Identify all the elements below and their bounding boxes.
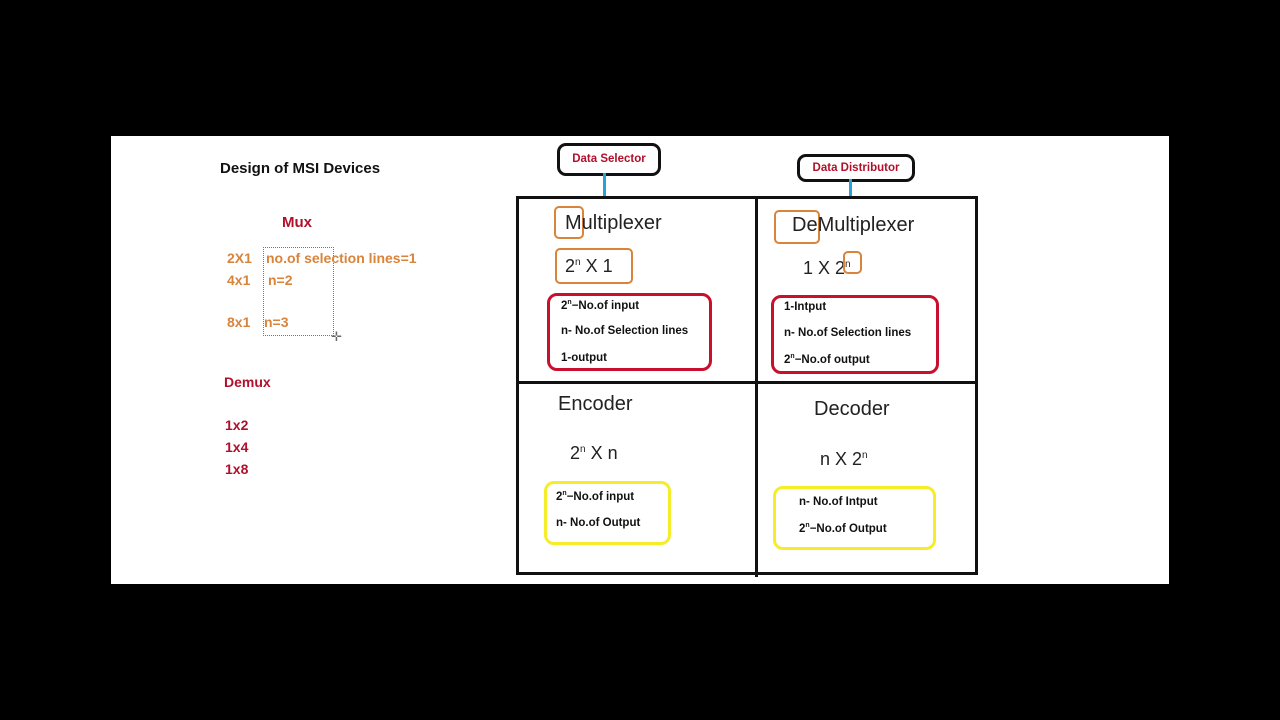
demux-label: Demux [224, 374, 271, 390]
note-item: $2^n-No.of$ input [556, 490, 635, 503]
multiplexer-size: 2$^n$ X 1 [565, 256, 613, 276]
page-title: Design of MSI Devices [220, 160, 381, 177]
note-item: n- No.of Selection lines [561, 325, 689, 337]
demux-row: 1x4 [225, 439, 249, 455]
note-item: 1-Intput [784, 301, 827, 313]
mux-row-size: 2X1 [227, 250, 252, 266]
note-item: 1-output [561, 352, 607, 364]
grid-line [516, 572, 978, 575]
grid-line [516, 196, 519, 575]
encoder-title: Encoder [558, 393, 633, 415]
encoder-size: 2$^n$ X n [570, 443, 618, 463]
highlight-box [843, 251, 862, 274]
grid-line [516, 196, 978, 199]
mux-row-size: 8x1 [227, 314, 251, 330]
demux-row: 1x8 [225, 461, 249, 477]
note-item: n- No.of Selection lines [784, 327, 912, 339]
demux-row: 1x2 [225, 417, 249, 433]
decoder-size: n X 2$^n$ [820, 449, 868, 469]
note-item: n- No.of Intput [799, 496, 878, 508]
demultiplexer-size: 1 X 2$^n$ [803, 258, 851, 278]
note-item: $2^n-No.of$ output [784, 353, 870, 366]
demultiplexer-title: DeMultiplexer [792, 214, 915, 236]
multiplexer-title: Multiplexer [565, 212, 662, 234]
grid-line [975, 196, 978, 575]
whiteboard-canvas [111, 136, 1169, 584]
grid-line [516, 381, 978, 384]
crosshair-cursor-icon: ✛ [331, 329, 342, 344]
note-item: n- No.of Output [556, 517, 641, 529]
note-item: $2^n-No.of$ Output [799, 522, 887, 535]
mux-row-note: no.of selection lines=1 [266, 250, 417, 266]
mux-row-note: n=3 [264, 314, 289, 330]
mux-label: Mux [282, 214, 312, 231]
note-item: $2^n-No.of$ input [561, 299, 640, 312]
mux-row-size: 4x1 [227, 272, 251, 288]
distributor-connector [849, 179, 852, 197]
selector-connector [603, 173, 606, 197]
data-selector-tag: Data Selector [557, 143, 661, 176]
data-distributor-tag: Data Distributor [797, 154, 915, 182]
grid-line [755, 196, 758, 577]
decoder-title: Decoder [814, 398, 890, 420]
mux-row-note: n=2 [268, 272, 293, 288]
